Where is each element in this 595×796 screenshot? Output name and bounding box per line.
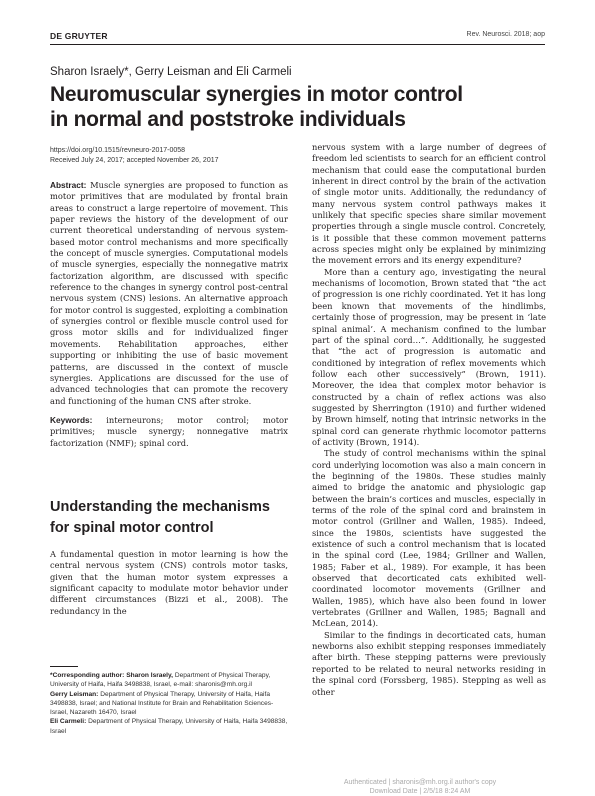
publisher-logo: DE GRUYTER [50,31,108,41]
footnote-carmeli [50,717,288,736]
article-title [50,82,550,132]
section-heading-line-1: Understanding the mechanisms [50,499,270,515]
keywords [50,415,288,449]
right-column [312,142,546,698]
body-paragraph: The study of control mechanisms within the spinal cord underlying locomotion was also a main concern in the beginning of the 1980s. These studies mainly aimed to bridge the anatomic and physiologic gap between the brain’s cortices and muscles, especially in terms of the role of the spinal cord and brainstem in motor control (Grillner and Wallen, 1985). Indeed, since the 1980s, scientists have suggested the existence of such a control mechanism that is located in the spinal cord (Lee, 1984; Grillner and Wallen, 1985; Faber et al., 1989). For example, it has been observed that decorticated cats exhibited well-coordinated locomotor movements (Grillner and Wallen, 1985), which have also been found in lower vertebrates (Grillner and Wallen, 1985; Bagnall and McLean, 2014). [312,448,546,629]
footnote-name: *Corresponding author: Sharon Israely, [50,672,173,679]
body-paragraph: nervous system with a large number of degrees of freedom led scientists to search for an efficient control mechanism that could ease the computational burden inherent in direct control by the brain of the activation of single motor units. Additionally, the redundancy of many nervous system control pathways makes it unlikely that specific species share similar movement properties through a single muscle control. Concretely, is it possible that these common movement patterns across species might only be explained by minimizing the movement errors and its energy expenditure? [312,142,546,266]
download-watermark [315,778,525,796]
watermark-line-2: Download Date | 2/5/18 8:24 AM [369,788,471,795]
intro-paragraph: A fundamental question in motor learning is how the central nervous system (CNS) controls motor tasks, given that the human motor system expresses a significant capacity to modulate motor behavior under different circumstances (Bizzi et al., 2008). The redundancy in the [50,549,288,616]
author-list: Sharon Israely*, Gerry Leisman and Eli Carmeli [50,66,292,78]
intro-block [50,549,288,617]
abstract-label: Abstract: [50,180,87,190]
footnote-name: Eli Carmeli: [50,718,87,726]
body-paragraph: Similar to the findings in decorticated cats, human newborns also exhibit stepping responses immediately after birth. These stepping patterns were previously reported to be related to neural networks residing in the spinal cord (Forssberg, 1985). Stepping as well as other [312,629,546,697]
title-line-2: in normal and poststroke individuals [50,108,406,131]
footnote-text: Department of Physical Therapy, University of Haifa, Haifa 3498838, Israel [50,718,288,735]
left-column [50,180,288,449]
header-divider [50,44,545,45]
journal-reference: Rev. Neurosci. 2018; aop [466,31,545,38]
footnote-name: Gerry Leisman: [50,690,99,698]
received-dates: Received July 24, 2017; accepted November 26, 2017 [50,157,219,164]
footnote-divider [50,666,78,667]
footnote-leisman [50,690,288,718]
abstract-text: Muscle synergies are proposed to function as motor primitives that are modulated by frontal brain areas to construct a large repertoire of movement. This paper reviews the history of the development of our current theoretical understanding of nervous system-based motor control mechanisms and more specifically the concept of muscle synergies. Computational models of muscle synergies, especially the nonnegative matrix factorization algorithm, are discussed with specific reference to the changes in synergy control post-central nervous system (CNS) lesions. An alternative approach for motor control is suggested, exploiting a combination of synergies control or flexible muscle control used for gross motor skills and for individualized finger movements. Rehabilitation approaches, either supporting or inhibiting the use of basic movement patterns, are discussed in the context of muscle synergies. Applications are discussed for the use of advanced technologies that can promote the recovery and functioning of the human CNS after stroke. [50,180,289,406]
article-metadata [50,146,290,166]
footnote-text: Department of Physical Therapy, University of Haifa, Haifa 3498838, Israel, e-mail: sharonis@mh.org.il [50,672,271,689]
watermark-line-1: Authenticated | sharonis@mh.org.il author's copy [343,779,497,786]
keywords-label: Keywords: [50,414,93,425]
section-heading-line-2: for spinal motor control [50,520,214,536]
title-line-1: Neuromuscular synergies in motor control [50,83,463,106]
abstract [50,180,288,407]
body-paragraph: More than a century ago, investigating the neural mechanisms of locomotion, Brown stated that “the act of progression is one richly coordinated. Yet it has long been known that movements of the hindlimbs, certainly those of progression, may be present in ‘late spinal animal’. A mechanism confined to the lumbar part of the spinal cord…”. Additionally, he suggested that “the act of progression is automatic and conditioned by integration of reflex movements which follow each other successively” (Brown, 1911). Moreover, the idea that complex motor behavior is constructed by a chain of reflex actions was also suggested by Sherrington (1910) and further widened by Brown himself, noting that intrinsic networks in the spinal cord can generate rhythmic locomotor patterns of activity (Brown, 1914). [312,266,546,447]
keywords-text: interneurons; motor control; motor primitives; muscle synergy; nonnegative matrix factorization (NMF); spinal cord. [50,414,288,448]
footnote-corresponding [50,671,288,690]
footnotes [50,671,288,736]
page-header [50,29,545,45]
footnote-text: Department of Physical Therapy, University of Haifa, Haifa 3498838, Israel; and National Institute for Brain and Rehabilitation Sciences-Israel, Nazareth 16470, Israel [50,690,274,717]
doi-link[interactable]: https://doi.org/10.1515/revneuro-2017-0058 [50,147,186,154]
section-heading [50,497,290,539]
